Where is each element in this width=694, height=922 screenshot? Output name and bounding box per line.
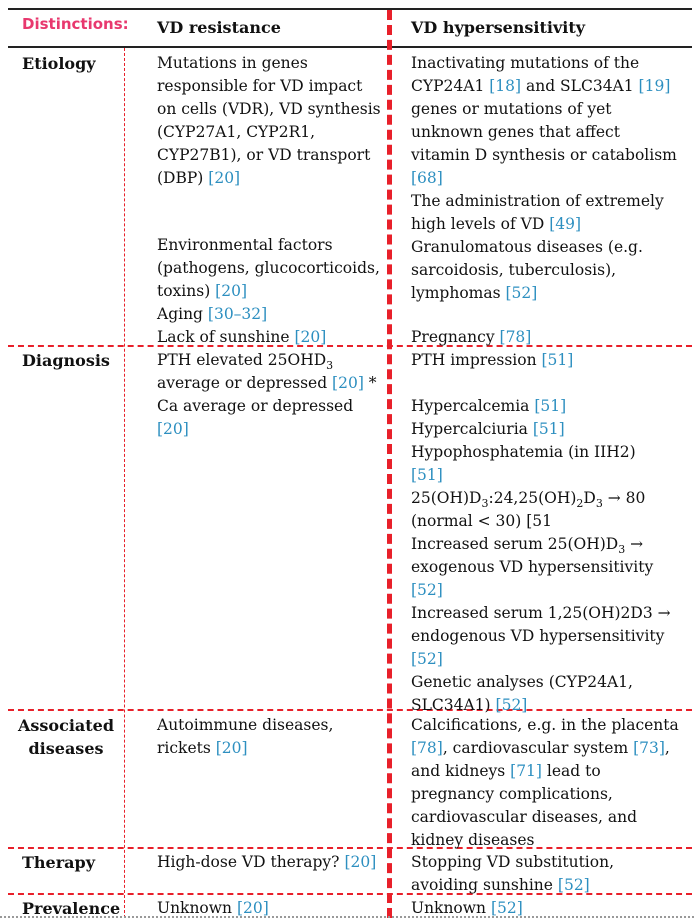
reference-link[interactable]: [78]: [499, 328, 532, 346]
reference-link[interactable]: [20]: [215, 282, 247, 300]
reference-link[interactable]: [52]: [411, 650, 443, 668]
row-label-diagnosis: Diagnosis: [22, 351, 110, 370]
reference-link[interactable]: [73]: [633, 739, 665, 757]
reference-link[interactable]: [20]: [208, 169, 241, 187]
etiology-hypersensitivity-pregnancy: Pregnancy [78]: [411, 328, 532, 346]
reference-link[interactable]: [51]: [411, 466, 443, 484]
associated-resistance: Autoimmune diseases, rickets [20]: [157, 716, 334, 757]
reference-link[interactable]: [20]: [157, 420, 189, 438]
distinctions-label: Distinctions:: [22, 15, 129, 33]
header-vd-resistance: VD resistance: [157, 18, 281, 37]
therapy-resistance: High-dose VD therapy? [20]: [157, 853, 377, 871]
reference-link[interactable]: [20]: [215, 739, 248, 757]
reference-link[interactable]: [19]: [638, 77, 671, 95]
reference-link[interactable]: [52]: [505, 284, 538, 302]
diagnosis-hypersensitivity: PTH impression [51] Hypercalcemia [51] Hypercalciuria [51] Hypophosphatemia (in IIH2) [51] $25(OH)D_3:24,25(OH)_2D_3 \to 80$ (normal < 30) [51 Increased serum $25(OH)D_3$ → exogenous VD hypersensitivity [52] Increased serum 1,25(OH)2D3 → endogenous VD hypersensitivity [52] Genetic analyses (CYP24A1, SLC34A1) [52]: [411, 351, 671, 714]
reference-link[interactable]: [51]: [541, 351, 574, 369]
reference-link[interactable]: [78]: [411, 739, 443, 757]
reference-link[interactable]: [20]: [236, 899, 269, 917]
etiology-resistance-genes: Mutations in genes responsible for VD impact on cells (VDR), VD synthesis (CYP27A1, CYP2R1, CYP27B1), or VD transport (DBP) [20]: [157, 54, 381, 187]
reference-link[interactable]: [51]: [532, 420, 565, 438]
reference-link[interactable]: [20]: [344, 853, 377, 871]
reference-link[interactable]: [18]: [489, 77, 522, 95]
etiology-hypersensitivity: Inactivating mutations of the CYP24A1 [18] and SLC34A1 [19] genes or mutations of yet unknown genes that affect vitamin D synthesis or catabolism [68] The administration of extremely high levels of VD [49] Granulomatous diseases (e.g. sarcoidosis, tuberculosis), lymphomas [52]: [411, 54, 677, 302]
reference-link[interactable]: [20]: [294, 328, 327, 346]
row-label-associated-diseases: Associated diseases: [17, 716, 115, 758]
row-label-prevalence: Prevalence: [22, 899, 121, 918]
reference-link[interactable]: [68]: [411, 169, 443, 187]
diagnosis-resistance: PTH elevated $25OHD_3$ average or depressed [20] * Ca average or depressed [20]: [157, 351, 377, 438]
reference-link[interactable]: [51]: [534, 397, 567, 415]
reference-link[interactable]: [52]: [411, 581, 443, 599]
prevalence-resistance: Unknown [20]: [157, 899, 269, 917]
reference-link[interactable]: [52]: [490, 899, 523, 917]
row-label-etiology: Etiology: [22, 54, 96, 73]
reference-link[interactable]: [30–32]: [207, 305, 268, 323]
prevalence-hypersensitivity: Unknown [52]: [411, 899, 523, 917]
column-divider-left: [124, 48, 125, 918]
reference-link[interactable]: [71]: [510, 762, 542, 780]
reference-link[interactable]: [52]: [557, 876, 590, 894]
therapy-hypersensitivity: Stopping VD substitution, avoiding sunshine [52]: [411, 853, 614, 894]
header-vd-hypersensitivity: VD hypersensitivity: [411, 18, 586, 37]
row-label-therapy: Therapy: [22, 853, 95, 872]
column-divider-center: [387, 10, 392, 918]
reference-link[interactable]: [52]: [495, 696, 528, 714]
reference-link[interactable]: [20]: [332, 374, 364, 392]
header-rule: [8, 46, 692, 48]
top-rule: [8, 8, 692, 10]
reference-link[interactable]: [49]: [549, 215, 582, 233]
associated-hypersensitivity: Calcifications, e.g. in the placenta [78], cardiovascular system [73], and kidneys [71] lead to pregnancy complications, cardiovascular diseases, and kidney diseases: [411, 716, 679, 849]
clipped-footer-line: [0, 916, 694, 922]
etiology-resistance-environment: Environmental factors (pathogens, glucocorticoids, toxins) [20] Aging [30–32] Lack of sunshine [20]: [157, 236, 380, 346]
